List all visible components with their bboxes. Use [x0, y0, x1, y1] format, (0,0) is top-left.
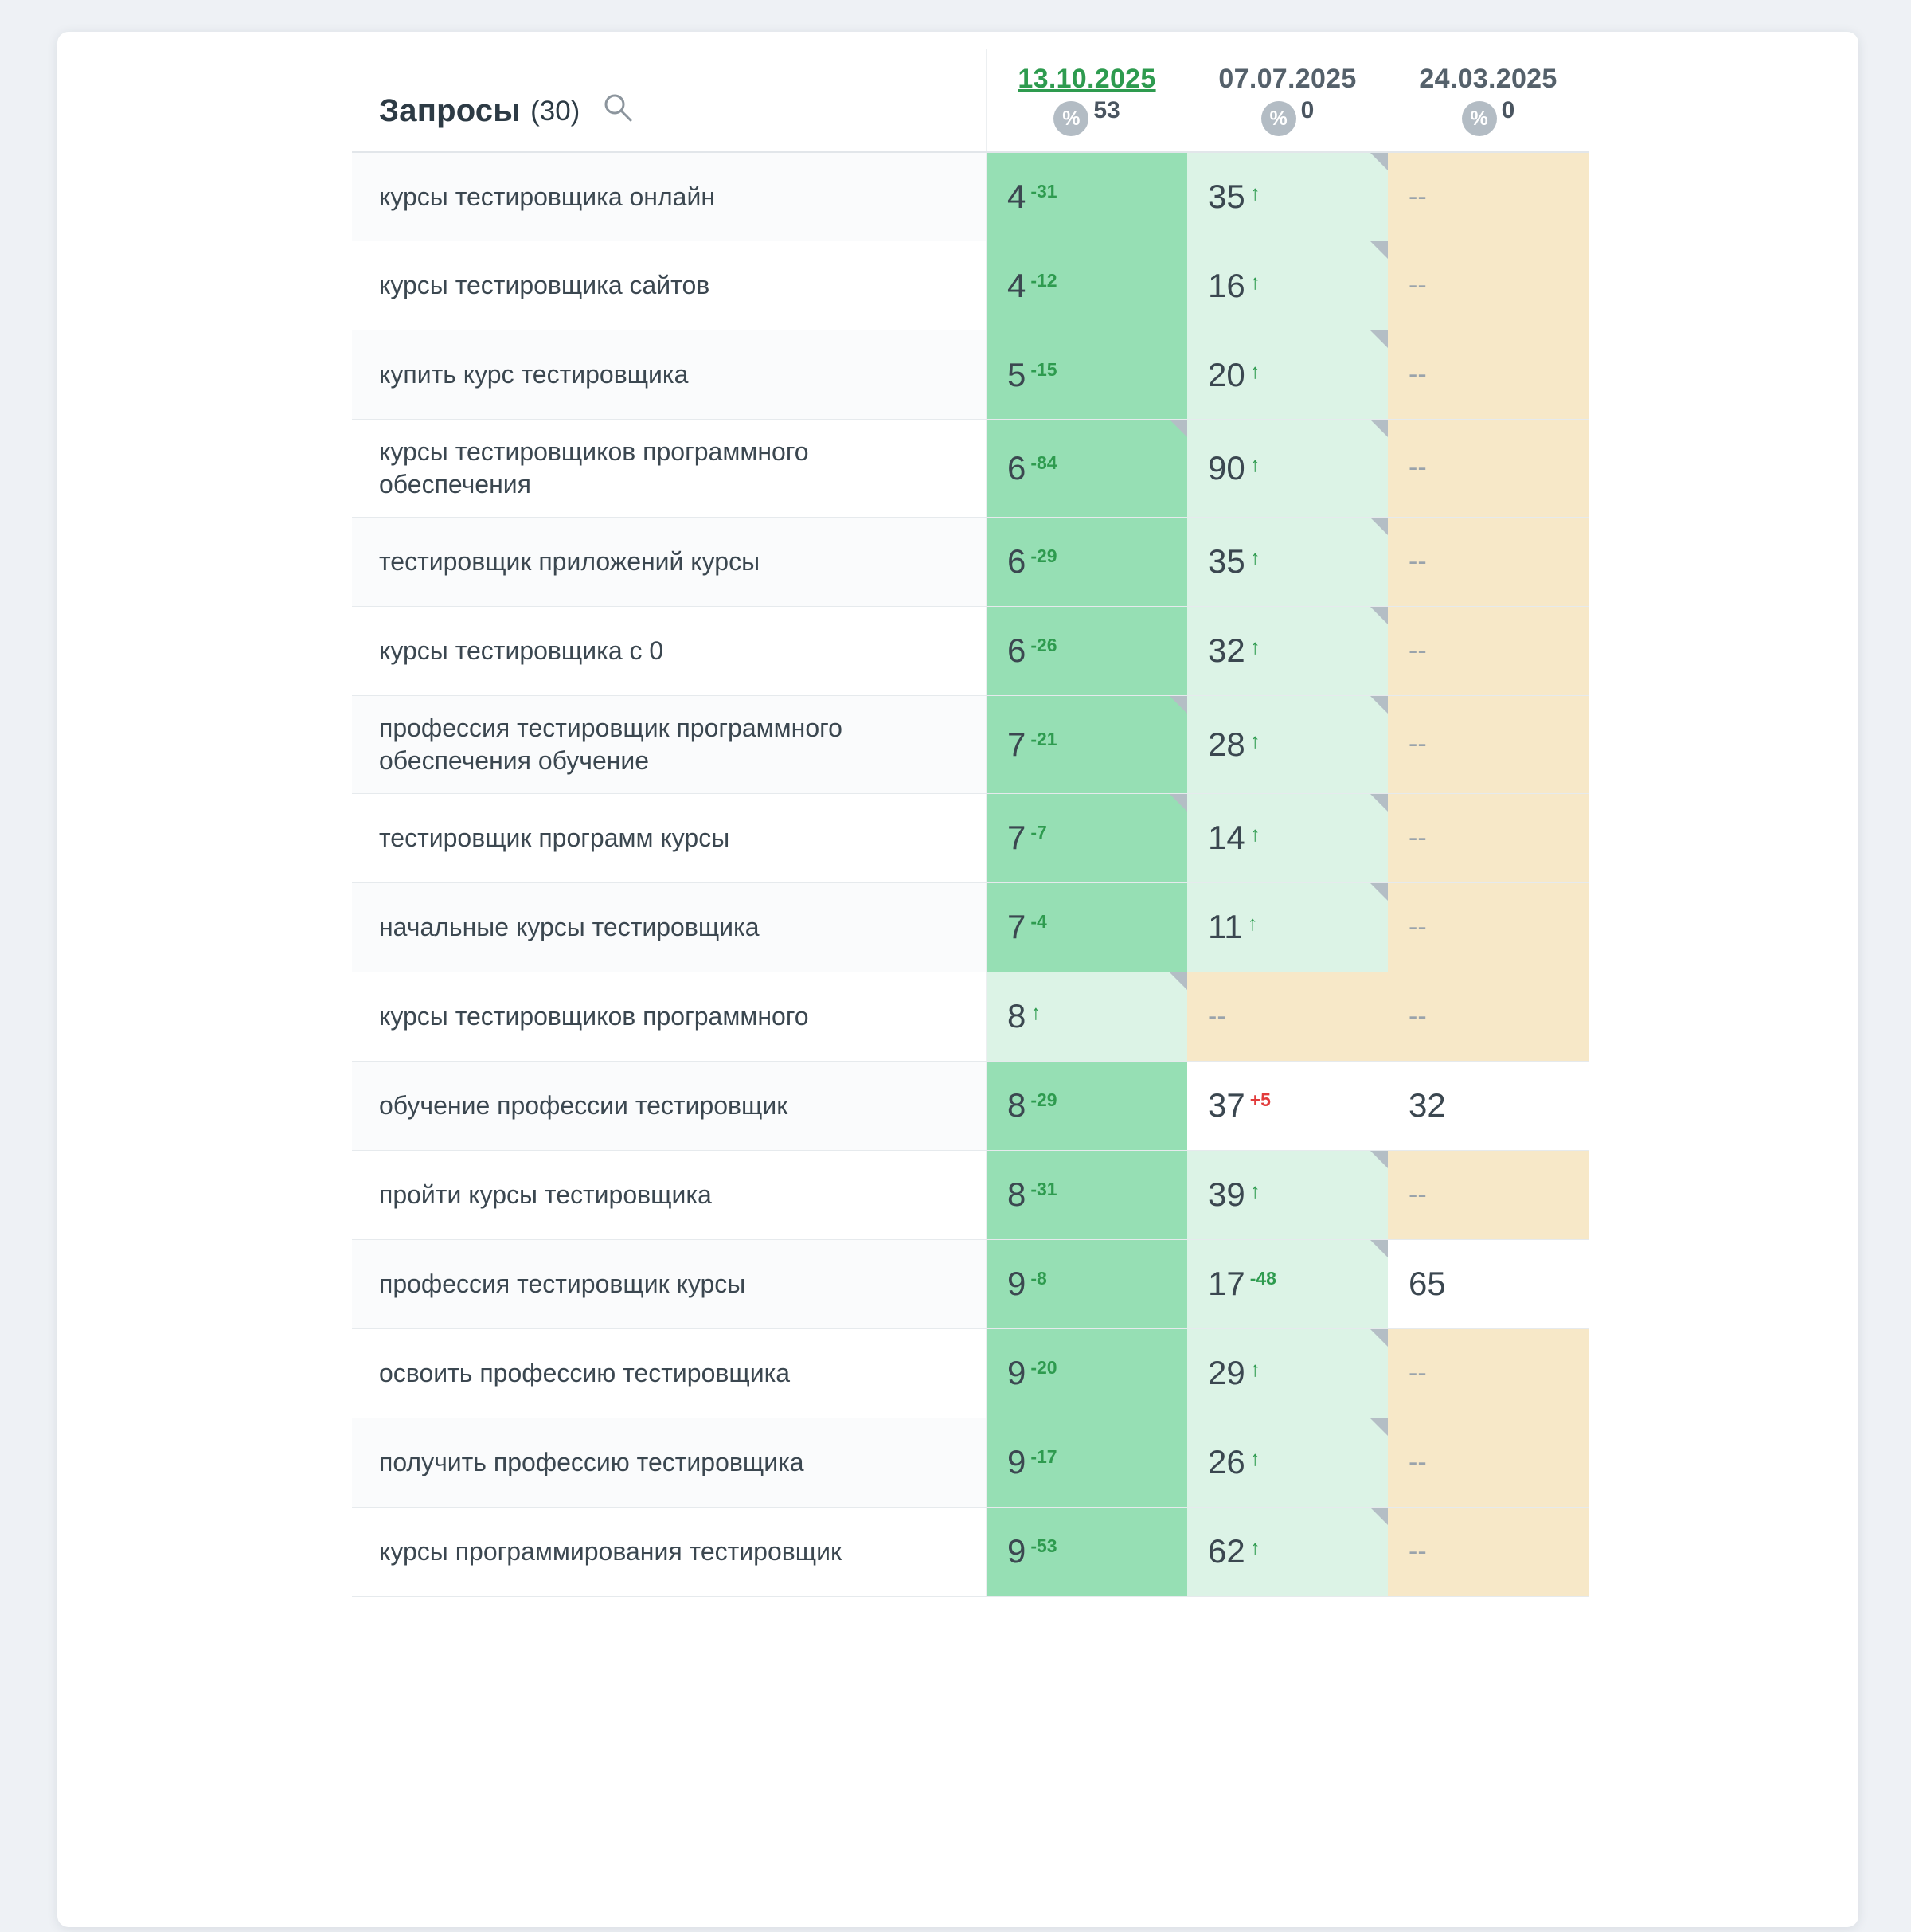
- rank-value: 7: [1007, 725, 1026, 763]
- query-label[interactable]: курсы тестировщиков программного обеспечения: [352, 420, 987, 518]
- column-date-label: 07.07.2025: [1218, 64, 1357, 94]
- rank-delta: -26: [1030, 635, 1057, 656]
- rank-cell[interactable]: [1187, 882, 1388, 972]
- query-label[interactable]: начальные курсы тестировщика: [352, 882, 987, 972]
- table-row[interactable]: [352, 517, 1589, 606]
- rank-value: 90: [1208, 448, 1245, 487]
- rank-cell[interactable]: [1187, 420, 1388, 518]
- query-label[interactable]: курсы тестировщика онлайн: [352, 152, 987, 241]
- column-date-label: 24.03.2025: [1419, 64, 1557, 94]
- rank-delta: +5: [1249, 1089, 1271, 1111]
- rank-value: 17: [1208, 1265, 1245, 1303]
- query-label[interactable]: профессия тестировщик курсы: [352, 1239, 987, 1328]
- rank-delta: -15: [1030, 358, 1057, 380]
- rank-arrow-up-icon: ↑: [1249, 1357, 1260, 1382]
- queries-count: (30): [530, 95, 580, 127]
- rank-cell[interactable]: [1187, 1328, 1388, 1418]
- rank-arrow-up-icon: ↑: [1249, 358, 1260, 383]
- rank-delta: -21: [1030, 728, 1057, 749]
- query-label[interactable]: обучение профессии тестировщик: [352, 1061, 987, 1150]
- table-row[interactable]: [352, 152, 1589, 241]
- rank-value: 14: [1208, 819, 1245, 857]
- rank-cell[interactable]: [1388, 793, 1589, 882]
- rank-value: 8: [1007, 997, 1026, 1035]
- percent-icon: %: [1462, 101, 1497, 136]
- rank-cell[interactable]: [987, 1239, 1188, 1328]
- rank-cell[interactable]: [987, 1150, 1188, 1239]
- rank-arrow-up-icon: ↑: [1249, 1535, 1260, 1560]
- rank-value: --: [1409, 822, 1427, 853]
- rank-delta: -8: [1030, 1268, 1047, 1289]
- rank-arrow-up-icon: ↑: [1030, 1000, 1041, 1025]
- rank-value: 28: [1208, 725, 1245, 763]
- page-title: Запросы: [379, 93, 521, 128]
- rank-value: 6: [1007, 448, 1026, 487]
- rank-value: 29: [1208, 1354, 1245, 1392]
- rank-cell[interactable]: [987, 606, 1188, 695]
- rank-cell[interactable]: [1388, 1328, 1589, 1418]
- rank-delta: -12: [1030, 269, 1057, 291]
- rank-cell[interactable]: [1388, 1507, 1589, 1596]
- rank-value: 65: [1409, 1265, 1446, 1303]
- rank-value: 32: [1208, 632, 1245, 670]
- rank-cell[interactable]: [1388, 241, 1589, 330]
- rank-delta: -31: [1030, 1179, 1057, 1200]
- rank-cell[interactable]: [987, 793, 1188, 882]
- rank-cell[interactable]: [1388, 330, 1589, 420]
- table-row[interactable]: [352, 241, 1589, 330]
- rank-value: 62: [1208, 1532, 1245, 1570]
- rank-value: 9: [1007, 1265, 1026, 1303]
- table-row[interactable]: [352, 793, 1589, 882]
- rank-value: --: [1409, 1000, 1427, 1031]
- rank-value: 9: [1007, 1532, 1026, 1570]
- rank-value: --: [1409, 270, 1427, 300]
- rank-value: 20: [1208, 355, 1245, 393]
- rank-arrow-up-icon: ↑: [1249, 452, 1260, 476]
- rank-cell[interactable]: [1187, 793, 1388, 882]
- rank-delta: -31: [1030, 181, 1057, 201]
- rank-cell[interactable]: [1187, 517, 1388, 606]
- percent-icon: %: [1053, 101, 1088, 136]
- table-row[interactable]: [352, 695, 1589, 793]
- rank-value: --: [1409, 359, 1427, 389]
- column-percent-value: 53: [1093, 97, 1120, 123]
- rank-value: 9: [1007, 1354, 1026, 1392]
- rank-value: 39: [1208, 1175, 1245, 1214]
- rank-cell[interactable]: [987, 1061, 1188, 1150]
- table-row[interactable]: [352, 1061, 1589, 1150]
- rank-table-card: [57, 32, 1858, 1927]
- rank-arrow-up-icon: ↑: [1249, 635, 1260, 659]
- rank-value: 8: [1007, 1175, 1026, 1214]
- rank-cell[interactable]: [1388, 606, 1589, 695]
- rank-delta: -20: [1030, 1357, 1057, 1379]
- query-label[interactable]: курсы тестировщиков программного: [352, 972, 987, 1061]
- rank-value: 35: [1208, 178, 1245, 215]
- rank-cell[interactable]: [1388, 1150, 1589, 1239]
- rank-arrow-up-icon: ↑: [1249, 822, 1260, 847]
- rank-value: --: [1409, 546, 1427, 577]
- rank-arrow-up-icon: ↑: [1247, 911, 1258, 936]
- rank-cell[interactable]: [987, 1328, 1188, 1418]
- rank-delta: -53: [1030, 1535, 1057, 1557]
- percent-icon: %: [1261, 101, 1296, 136]
- rank-cell[interactable]: [987, 330, 1188, 420]
- rank-cell[interactable]: [987, 1418, 1188, 1507]
- rank-cell[interactable]: [987, 420, 1188, 518]
- rank-delta: -17: [1030, 1446, 1057, 1468]
- rank-delta: -84: [1030, 452, 1057, 473]
- rank-delta: -29: [1030, 1089, 1057, 1111]
- rank-cell[interactable]: [1388, 517, 1589, 606]
- rank-delta: -7: [1030, 822, 1047, 843]
- rank-value: 35: [1208, 542, 1245, 581]
- query-label[interactable]: курсы тестировщика с 0: [352, 606, 987, 695]
- rank-value: 26: [1208, 1443, 1245, 1481]
- column-percent-group: [1187, 97, 1388, 136]
- rank-cell[interactable]: [1388, 972, 1589, 1061]
- rank-cell[interactable]: [1187, 1418, 1388, 1507]
- query-label[interactable]: купить курс тестировщика: [352, 330, 987, 420]
- rank-value: --: [1409, 635, 1427, 666]
- search-icon[interactable]: [601, 91, 635, 128]
- rank-arrow-up-icon: ↑: [1249, 1179, 1260, 1203]
- query-label[interactable]: получить профессию тестировщика: [352, 1418, 987, 1507]
- rank-cell[interactable]: [1388, 152, 1589, 241]
- rank-cell[interactable]: [987, 241, 1188, 330]
- column-percent-group: [1388, 97, 1589, 136]
- rank-delta: -29: [1030, 546, 1057, 567]
- rank-value: 4: [1007, 266, 1026, 304]
- table-header: [352, 49, 1589, 152]
- column-header-date-1[interactable]: [1187, 49, 1388, 152]
- column-percent-value: 0: [1501, 97, 1515, 123]
- table-body: [352, 152, 1589, 1597]
- rank-value: --: [1409, 1535, 1427, 1566]
- rank-cell[interactable]: [987, 517, 1188, 606]
- table-row[interactable]: [352, 882, 1589, 972]
- rank-value: --: [1409, 1179, 1427, 1210]
- rank-arrow-up-icon: ↑: [1249, 181, 1260, 205]
- table-row[interactable]: [352, 1328, 1589, 1418]
- rank-value: 6: [1007, 542, 1026, 581]
- rank-cell[interactable]: [987, 152, 1188, 241]
- rank-value: --: [1409, 1357, 1427, 1388]
- rank-cell[interactable]: [1187, 972, 1388, 1061]
- rank-value: 5: [1007, 355, 1026, 393]
- rank-delta: -4: [1030, 911, 1047, 933]
- rank-value: --: [1409, 729, 1427, 760]
- column-percent-group: [987, 97, 1187, 136]
- rank-value: --: [1208, 1000, 1226, 1031]
- rank-cell[interactable]: [1388, 1061, 1589, 1150]
- rank-value: --: [1409, 1446, 1427, 1477]
- rank-cell[interactable]: [1187, 241, 1388, 330]
- rank-cell[interactable]: [987, 972, 1188, 1061]
- column-percent-value: 0: [1300, 97, 1315, 123]
- rank-value: --: [1409, 452, 1427, 483]
- rank-value: --: [1409, 911, 1427, 942]
- rank-arrow-up-icon: ↑: [1249, 1446, 1260, 1471]
- table-row[interactable]: [352, 330, 1589, 420]
- query-label[interactable]: пройти курсы тестировщика: [352, 1150, 987, 1239]
- column-header-date-2[interactable]: [1388, 49, 1589, 152]
- rank-arrow-up-icon: ↑: [1249, 728, 1260, 753]
- rank-value: 7: [1007, 819, 1026, 857]
- rank-value: 11: [1208, 908, 1243, 946]
- rank-cell[interactable]: [1187, 330, 1388, 420]
- rank-cell[interactable]: [1388, 695, 1589, 793]
- table-row[interactable]: [352, 606, 1589, 695]
- rank-value: 8: [1007, 1086, 1026, 1124]
- rank-value: 7: [1007, 908, 1026, 946]
- queries-header-cell: [352, 49, 987, 152]
- rank-cell[interactable]: [1187, 1239, 1388, 1328]
- query-label[interactable]: профессия тестировщик программного обеспечения обучение: [352, 695, 987, 793]
- rank-value: 6: [1007, 632, 1026, 670]
- table-row[interactable]: [352, 1507, 1589, 1596]
- query-label[interactable]: тестировщик программ курсы: [352, 793, 987, 882]
- query-label[interactable]: тестировщик приложений курсы: [352, 517, 987, 606]
- rank-cell[interactable]: [1187, 152, 1388, 241]
- rank-cell[interactable]: [1388, 420, 1589, 518]
- query-label[interactable]: курсы тестировщика сайтов: [352, 241, 987, 330]
- table-row[interactable]: [352, 1418, 1589, 1507]
- rank-value: 37: [1208, 1086, 1245, 1124]
- query-label[interactable]: курсы программирования тестировщик: [352, 1507, 987, 1596]
- rank-cell[interactable]: [987, 1507, 1188, 1596]
- rank-value: 16: [1208, 266, 1245, 304]
- rank-delta: -48: [1249, 1268, 1276, 1289]
- column-date-label: 13.10.2025: [1018, 64, 1156, 94]
- rank-cell[interactable]: [1187, 1150, 1388, 1239]
- query-label[interactable]: освоить профессию тестировщика: [352, 1328, 987, 1418]
- rank-value: 4: [1007, 178, 1026, 215]
- rank-value: 9: [1007, 1443, 1026, 1481]
- rank-value: --: [1409, 181, 1427, 212]
- rank-cell[interactable]: [1388, 1418, 1589, 1507]
- table-row[interactable]: [352, 972, 1589, 1061]
- rank-cell[interactable]: [987, 695, 1188, 793]
- rank-table: [352, 49, 1589, 1597]
- header-row: [352, 49, 1589, 152]
- rank-cell[interactable]: [1388, 882, 1589, 972]
- table-row[interactable]: [352, 1239, 1589, 1328]
- column-header-date-0[interactable]: [987, 49, 1188, 152]
- table-row[interactable]: [352, 420, 1589, 518]
- rank-cell[interactable]: [1388, 1239, 1589, 1328]
- rank-arrow-up-icon: ↑: [1249, 546, 1260, 570]
- rank-cell[interactable]: [1187, 606, 1388, 695]
- rank-cell[interactable]: [987, 882, 1188, 972]
- rank-cell[interactable]: [1187, 1507, 1388, 1596]
- rank-value: 32: [1409, 1086, 1446, 1124]
- rank-arrow-up-icon: ↑: [1249, 269, 1260, 294]
- rank-cell[interactable]: [1187, 1061, 1388, 1150]
- rank-cell[interactable]: [1187, 695, 1388, 793]
- table-row[interactable]: [352, 1150, 1589, 1239]
